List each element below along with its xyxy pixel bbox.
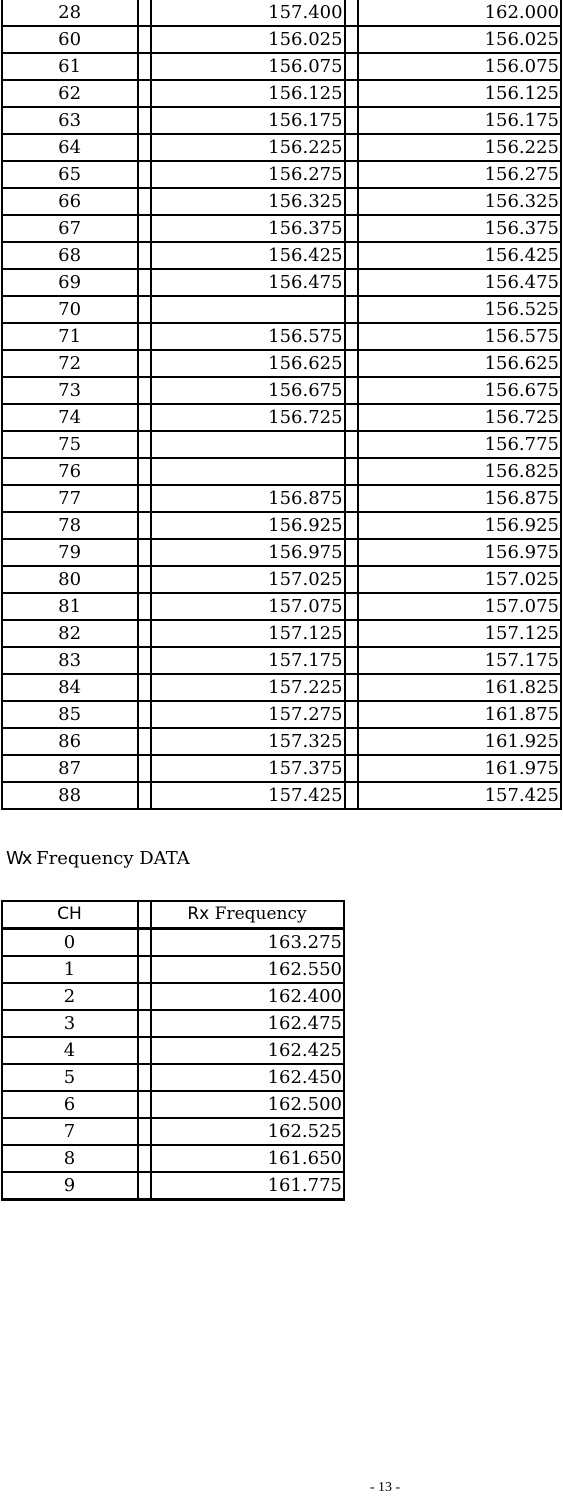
- gap-cell: [345, 566, 358, 593]
- tx-frequency-cell: 156.475: [151, 269, 344, 296]
- gap-cell: [345, 80, 358, 107]
- rx-frequency-cell: 156.275: [358, 161, 561, 188]
- gap-cell: [345, 53, 358, 80]
- channel-cell: 74: [2, 404, 138, 431]
- table-row: [2, 458, 561, 485]
- gap-cell: [345, 647, 358, 674]
- channel-cell: 67: [2, 215, 138, 242]
- gap-cell: [138, 1064, 151, 1091]
- page-number: - 13 -: [369, 1480, 401, 1495]
- rx-frequency-cell: 161.875: [358, 701, 561, 728]
- gap-cell: [345, 728, 358, 755]
- gap-cell: [138, 431, 151, 458]
- wx-title-rest: Frequency DATA: [30, 848, 190, 869]
- gap-cell: [138, 1172, 151, 1200]
- channel-cell: 78: [2, 512, 138, 539]
- wx-rx-frequency-cell: 162.475: [151, 1010, 344, 1037]
- rx-frequency-cell: 156.775: [358, 431, 561, 458]
- tx-frequency-cell: 156.425: [151, 242, 344, 269]
- gap-cell: [138, 701, 151, 728]
- table-row: [2, 215, 561, 242]
- wx-section-title: [6, 846, 190, 871]
- tx-frequency-cell: 156.675: [151, 377, 344, 404]
- gap-cell: [345, 188, 358, 215]
- tx-frequency-cell: [151, 458, 344, 485]
- rx-frequency-cell: 156.875: [358, 485, 561, 512]
- table-row: [2, 0, 561, 26]
- rx-frequency-cell: 156.375: [358, 215, 561, 242]
- wx-channel-cell: 5: [2, 1064, 138, 1091]
- gap-cell: [138, 404, 151, 431]
- gap-cell: [345, 620, 358, 647]
- table-row: [2, 728, 561, 755]
- rx-frequency-cell: 156.575: [358, 323, 561, 350]
- table-row: [2, 674, 561, 701]
- gap-cell: [138, 80, 151, 107]
- table-row: [2, 1118, 344, 1145]
- gap-cell: [138, 0, 151, 26]
- channel-cell: 81: [2, 593, 138, 620]
- channel-cell: 87: [2, 755, 138, 782]
- wx-header-rx: [151, 901, 344, 929]
- table-row: [2, 485, 561, 512]
- channel-cell: 84: [2, 674, 138, 701]
- wx-channel-cell: 0: [2, 929, 138, 957]
- wx-table-header: [2, 901, 344, 929]
- table-row: [2, 647, 561, 674]
- channel-cell: 75: [2, 431, 138, 458]
- gap-cell: [345, 431, 358, 458]
- channel-cell: 72: [2, 350, 138, 377]
- channel-cell: 62: [2, 80, 138, 107]
- channel-cell: 86: [2, 728, 138, 755]
- channel-cell: 79: [2, 539, 138, 566]
- tx-frequency-cell: 156.075: [151, 53, 344, 80]
- tx-frequency-cell: 157.400: [151, 0, 344, 26]
- gap-cell: [138, 983, 151, 1010]
- tx-frequency-cell: 156.725: [151, 404, 344, 431]
- rx-frequency-cell: 156.525: [358, 296, 561, 323]
- rx-frequency-cell: 156.675: [358, 377, 561, 404]
- gap-cell: [138, 242, 151, 269]
- rx-frequency-cell: 156.175: [358, 107, 561, 134]
- rx-frequency-cell: 161.825: [358, 674, 561, 701]
- gap-cell: [345, 512, 358, 539]
- gap-cell: [138, 350, 151, 377]
- tx-frequency-cell: 156.025: [151, 26, 344, 53]
- channel-cell: 60: [2, 26, 138, 53]
- tx-frequency-cell: 156.275: [151, 161, 344, 188]
- gap-cell: [138, 53, 151, 80]
- rx-frequency-cell: 156.425: [358, 242, 561, 269]
- tx-frequency-cell: 157.325: [151, 728, 344, 755]
- rx-frequency-cell: 156.025: [358, 26, 561, 53]
- gap-cell: [138, 215, 151, 242]
- table-row: [2, 1064, 344, 1091]
- gap-cell: [345, 134, 358, 161]
- gap-cell: [138, 134, 151, 161]
- gap-cell: [138, 620, 151, 647]
- wx-rx-frequency-cell: 161.650: [151, 1145, 344, 1172]
- rx-frequency-cell: 157.075: [358, 593, 561, 620]
- gap-cell: [138, 1145, 151, 1172]
- tx-frequency-cell: 157.375: [151, 755, 344, 782]
- table-row: [2, 539, 561, 566]
- table-row: [2, 620, 561, 647]
- table-row: [2, 1091, 344, 1118]
- channel-frequency-table: [1, 0, 562, 810]
- gap-cell: [345, 323, 358, 350]
- gap-cell: [345, 377, 358, 404]
- table-row: [2, 323, 561, 350]
- table-row: [2, 134, 561, 161]
- wx-rx-frequency-cell: 162.450: [151, 1064, 344, 1091]
- table-row: [2, 377, 561, 404]
- gap-cell: [345, 539, 358, 566]
- channel-cell: 28: [2, 0, 138, 26]
- wx-channel-cell: 8: [2, 1145, 138, 1172]
- channel-cell: 85: [2, 701, 138, 728]
- wx-channel-cell: 7: [2, 1118, 138, 1145]
- tx-frequency-cell: [151, 296, 344, 323]
- table-row: [2, 404, 561, 431]
- tx-frequency-cell: 156.625: [151, 350, 344, 377]
- gap-cell: [345, 242, 358, 269]
- rx-frequency-cell: 156.625: [358, 350, 561, 377]
- gap-cell: [138, 728, 151, 755]
- channel-cell: 70: [2, 296, 138, 323]
- channel-cell: 65: [2, 161, 138, 188]
- channel-cell: 68: [2, 242, 138, 269]
- gap-cell: [138, 485, 151, 512]
- tx-frequency-cell: 156.225: [151, 134, 344, 161]
- gap-cell: [345, 458, 358, 485]
- table-row: [2, 956, 344, 983]
- tx-frequency-cell: 157.025: [151, 566, 344, 593]
- table-row: [2, 350, 561, 377]
- gap-cell: [138, 674, 151, 701]
- gap-cell: [345, 755, 358, 782]
- table-row: [2, 161, 561, 188]
- wx-channel-cell: 9: [2, 1172, 138, 1200]
- rx-frequency-cell: 162.000: [358, 0, 561, 26]
- wx-rx-frequency-cell: 162.500: [151, 1091, 344, 1118]
- gap-cell: [138, 107, 151, 134]
- gap-cell: [345, 593, 358, 620]
- rx-frequency-cell: 156.125: [358, 80, 561, 107]
- gap-cell: [138, 296, 151, 323]
- rx-frequency-cell: 156.075: [358, 53, 561, 80]
- gap-cell: [138, 377, 151, 404]
- wx-header-rx-rest: Frequency: [209, 904, 307, 924]
- channel-cell: 76: [2, 458, 138, 485]
- gap-cell: [138, 1091, 151, 1118]
- gap-cell: [345, 107, 358, 134]
- wx-channel-cell: 4: [2, 1037, 138, 1064]
- wx-channel-cell: 3: [2, 1010, 138, 1037]
- table-row: [2, 1172, 344, 1200]
- table-row: [2, 26, 561, 53]
- gap-cell: [345, 701, 358, 728]
- channel-frequency-rows: [2, 0, 561, 809]
- channel-cell: 83: [2, 647, 138, 674]
- wx-channel-cell: 2: [2, 983, 138, 1010]
- table-row: [2, 701, 561, 728]
- gap-cell: [138, 323, 151, 350]
- tx-frequency-cell: 156.875: [151, 485, 344, 512]
- table-row: [2, 242, 561, 269]
- rx-frequency-cell: 156.325: [358, 188, 561, 215]
- gap-cell: [345, 350, 358, 377]
- rx-frequency-cell: 157.175: [358, 647, 561, 674]
- table-row: [2, 431, 561, 458]
- rx-frequency-cell: 156.475: [358, 269, 561, 296]
- channel-cell: 69: [2, 269, 138, 296]
- table-row: [2, 983, 344, 1010]
- table-row: [2, 755, 561, 782]
- gap-cell: [345, 404, 358, 431]
- table-row: [2, 1037, 344, 1064]
- table-row: [2, 296, 561, 323]
- gap-cell: [345, 26, 358, 53]
- gap-cell: [345, 161, 358, 188]
- channel-cell: 64: [2, 134, 138, 161]
- gap-cell: [138, 188, 151, 215]
- wx-rx-frequency-cell: 162.525: [151, 1118, 344, 1145]
- table-row: [2, 593, 561, 620]
- wx-header-ch: CH: [2, 901, 138, 929]
- gap-cell: [138, 26, 151, 53]
- tx-frequency-cell: 157.125: [151, 620, 344, 647]
- wx-rx-frequency-cell: 162.550: [151, 956, 344, 983]
- table-row: [2, 929, 344, 957]
- table-row: [2, 80, 561, 107]
- rx-frequency-cell: 157.125: [358, 620, 561, 647]
- rx-frequency-cell: 156.975: [358, 539, 561, 566]
- table-row: [2, 1010, 344, 1037]
- table-row: [2, 188, 561, 215]
- gap-cell: [345, 215, 358, 242]
- tx-frequency-cell: 157.075: [151, 593, 344, 620]
- tx-frequency-cell: 157.225: [151, 674, 344, 701]
- tx-frequency-cell: 156.375: [151, 215, 344, 242]
- table-row: [2, 53, 561, 80]
- table-row: [2, 269, 561, 296]
- channel-cell: 63: [2, 107, 138, 134]
- channel-cell: 66: [2, 188, 138, 215]
- channel-cell: 88: [2, 782, 138, 809]
- gap-cell: [138, 755, 151, 782]
- rx-frequency-cell: 157.025: [358, 566, 561, 593]
- gap-cell: [345, 485, 358, 512]
- wx-rx-frequency-cell: 161.775: [151, 1172, 344, 1200]
- wx-header-rx-prefix: Rx: [187, 904, 210, 924]
- tx-frequency-cell: 157.425: [151, 782, 344, 809]
- channel-cell: 77: [2, 485, 138, 512]
- tx-frequency-cell: 156.325: [151, 188, 344, 215]
- wx-header-gap: [138, 901, 151, 929]
- gap-cell: [345, 0, 358, 26]
- tx-frequency-cell: [151, 431, 344, 458]
- rx-frequency-cell: 161.925: [358, 728, 561, 755]
- channel-cell: 73: [2, 377, 138, 404]
- table-row: [2, 782, 561, 809]
- wx-channel-cell: 1: [2, 956, 138, 983]
- rx-frequency-cell: 161.975: [358, 755, 561, 782]
- gap-cell: [345, 269, 358, 296]
- rx-frequency-cell: 156.225: [358, 134, 561, 161]
- rx-frequency-cell: 156.925: [358, 512, 561, 539]
- gap-cell: [138, 161, 151, 188]
- table-row: [2, 512, 561, 539]
- table-row: [2, 107, 561, 134]
- gap-cell: [138, 458, 151, 485]
- gap-cell: [138, 1037, 151, 1064]
- rx-frequency-cell: 156.825: [358, 458, 561, 485]
- tx-frequency-cell: 156.125: [151, 80, 344, 107]
- wx-rx-frequency-cell: 163.275: [151, 929, 344, 957]
- channel-cell: 82: [2, 620, 138, 647]
- gap-cell: [138, 539, 151, 566]
- wx-rx-frequency-cell: 162.425: [151, 1037, 344, 1064]
- wx-title-prefix: Wx: [6, 848, 31, 869]
- gap-cell: [138, 1010, 151, 1037]
- channel-cell: 61: [2, 53, 138, 80]
- gap-cell: [345, 782, 358, 809]
- wx-frequency-table: [1, 900, 345, 1201]
- gap-cell: [345, 674, 358, 701]
- rx-frequency-cell: 156.725: [358, 404, 561, 431]
- tx-frequency-cell: 156.575: [151, 323, 344, 350]
- gap-cell: [138, 593, 151, 620]
- gap-cell: [138, 1118, 151, 1145]
- tx-frequency-cell: 156.975: [151, 539, 344, 566]
- table-row: [2, 566, 561, 593]
- gap-cell: [345, 296, 358, 323]
- gap-cell: [138, 512, 151, 539]
- gap-cell: [138, 782, 151, 809]
- tx-frequency-cell: 156.175: [151, 107, 344, 134]
- rx-frequency-cell: 157.425: [358, 782, 561, 809]
- wx-rx-frequency-cell: 162.400: [151, 983, 344, 1010]
- channel-cell: 80: [2, 566, 138, 593]
- gap-cell: [138, 956, 151, 983]
- gap-cell: [138, 269, 151, 296]
- tx-frequency-cell: 157.175: [151, 647, 344, 674]
- gap-cell: [138, 566, 151, 593]
- wx-frequency-rows: [2, 929, 344, 1200]
- wx-channel-cell: 6: [2, 1091, 138, 1118]
- gap-cell: [138, 647, 151, 674]
- channel-cell: 71: [2, 323, 138, 350]
- tx-frequency-cell: 157.275: [151, 701, 344, 728]
- tx-frequency-cell: 156.925: [151, 512, 344, 539]
- gap-cell: [138, 929, 151, 957]
- table-row: [2, 1145, 344, 1172]
